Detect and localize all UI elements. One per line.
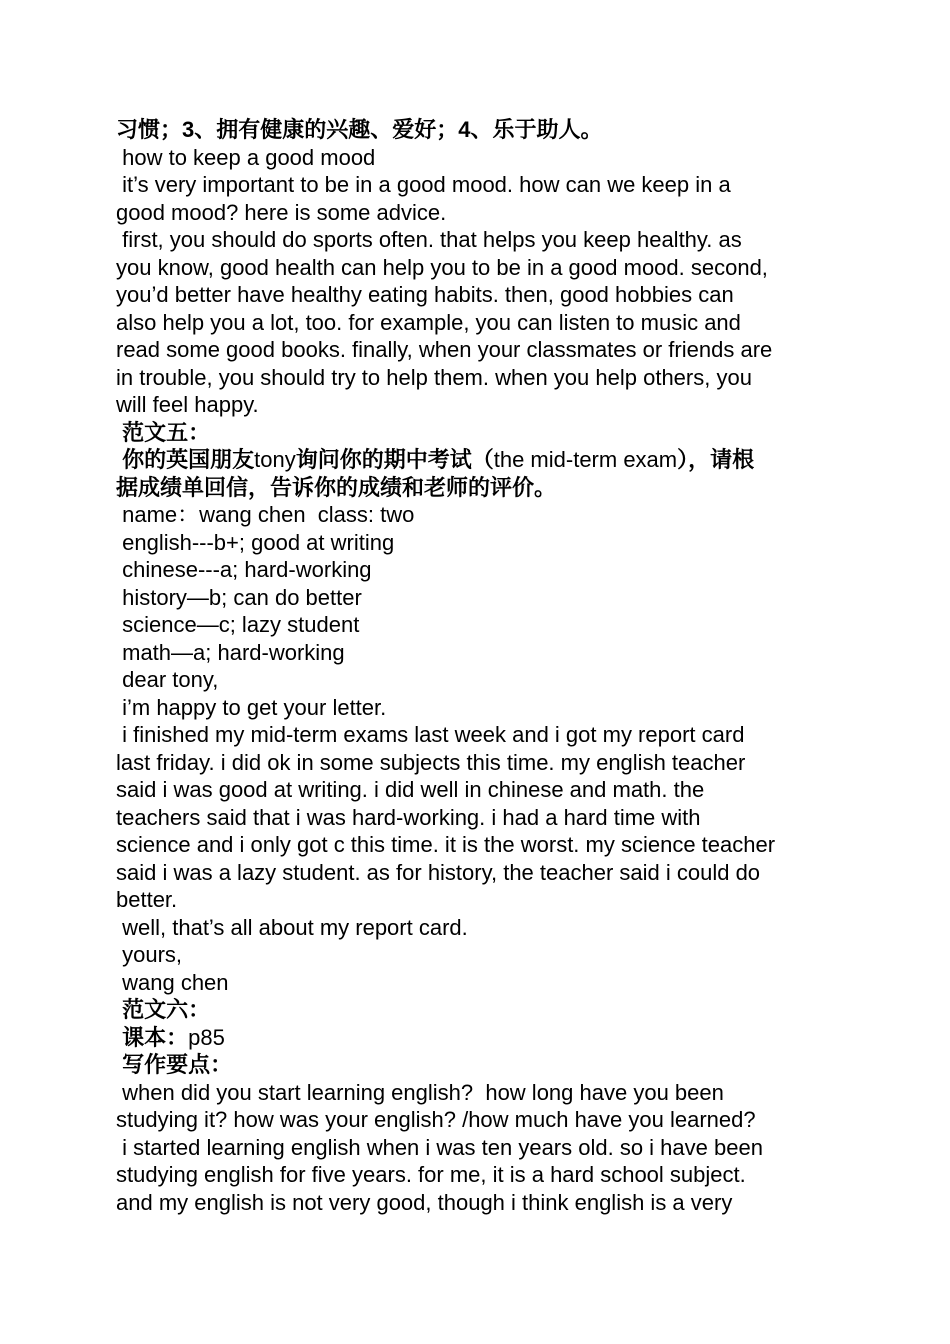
essay4-paragraph-line: in trouble, you should try to help them. when you help others, you: [116, 364, 752, 390]
document-page: [116, 116, 836, 1216]
essay5-prompt: [116, 446, 836, 474]
essay5-heading: 范文五：: [116, 419, 211, 445]
essay4-title: how to keep a good mood: [116, 144, 376, 170]
report-card-line: history—b; can do better: [116, 584, 362, 610]
letter-line: well, that’s all about my report card.: [116, 914, 468, 940]
essay4-paragraph-line: good mood? here is some advice.: [116, 199, 447, 225]
essay6-heading: 范文六：: [116, 997, 211, 1022]
essay6-line: when did you start learning english? how long have you been: [116, 1079, 724, 1105]
letter-greeting: dear tony,: [116, 667, 219, 692]
letter-line: said i was a lazy student. as for history, the teacher said i could do: [116, 859, 761, 885]
essay4-paragraph-line: will feel happy.: [116, 392, 259, 417]
letter-signature: wang chen: [116, 969, 229, 995]
prompt-part: ），请根: [677, 447, 755, 472]
prompt-part: tony: [254, 447, 296, 472]
letter-line: i’m happy to get your letter.: [116, 694, 387, 720]
essay6-line: i started learning english when i was ten years old. so i have been: [116, 1134, 763, 1160]
report-card-line: science—c; lazy student: [116, 612, 360, 637]
textbook-ref: [116, 1024, 836, 1052]
prompt-part: the mid-term exam: [493, 447, 678, 472]
letter-line: better.: [116, 887, 178, 912]
report-card-line: math—a; hard-working: [116, 639, 345, 665]
essay4-paragraph-line: it’s very important to be in a good mood. how can we keep in a: [116, 172, 731, 197]
prompt-part: 询问你的期中考试（: [295, 447, 494, 472]
prompt-part: 你的英国朋友: [116, 447, 255, 472]
letter-line: science and i only got c this time. it is the worst. my science teacher: [116, 832, 776, 857]
essay4-paragraph-line: you’d better have healthy eating habits. then, good hobbies can: [116, 282, 734, 307]
essay6-line: and my english is not very good, though i think english is a very: [116, 1189, 733, 1215]
essay4-paragraph-line: also help you a lot, too. for example, you can listen to music and: [116, 309, 741, 335]
report-card-line: english---b+; good at writing: [116, 529, 395, 555]
essay6-line: studying it? how was your english? /how much have you learned?: [116, 1107, 756, 1132]
report-card-line: name：wang chen class: two: [116, 502, 415, 527]
essay4-paragraph-line: read some good books. finally, when your classmates or friends are: [116, 337, 773, 362]
essay6-line: studying english for five years. for me, it is a hard school subject.: [116, 1162, 746, 1187]
essay4-paragraph-line: first, you should do sports often. that helps you keep healthy. as: [116, 227, 742, 252]
letter-line: i finished my mid-term exams last week and i got my report card: [116, 722, 745, 747]
letter-line: last friday. i did ok in some subjects this time. my english teacher: [116, 749, 746, 775]
writing-points-label: 写作要点：: [116, 1052, 233, 1077]
essay5-prompt-line2: 据成绩单回信，告诉你的成绩和老师的评价。: [116, 474, 557, 500]
report-card-line: chinese---a; hard-working: [116, 557, 372, 582]
textbook-page: p85: [188, 1024, 225, 1050]
intro-tail: 习惯；3、拥有健康的兴趣、爱好；4、乐于助人。: [116, 117, 603, 142]
letter-line: teachers said that i was hard-working. i had a hard time with: [116, 804, 701, 830]
letter-line: said i was good at writing. i did well in chinese and math. the: [116, 777, 705, 802]
essay4-paragraph-line: you know, good health can help you to be in a good mood. second,: [116, 254, 768, 280]
textbook-label: 课本：: [116, 1024, 189, 1050]
letter-closing: yours,: [116, 942, 183, 967]
